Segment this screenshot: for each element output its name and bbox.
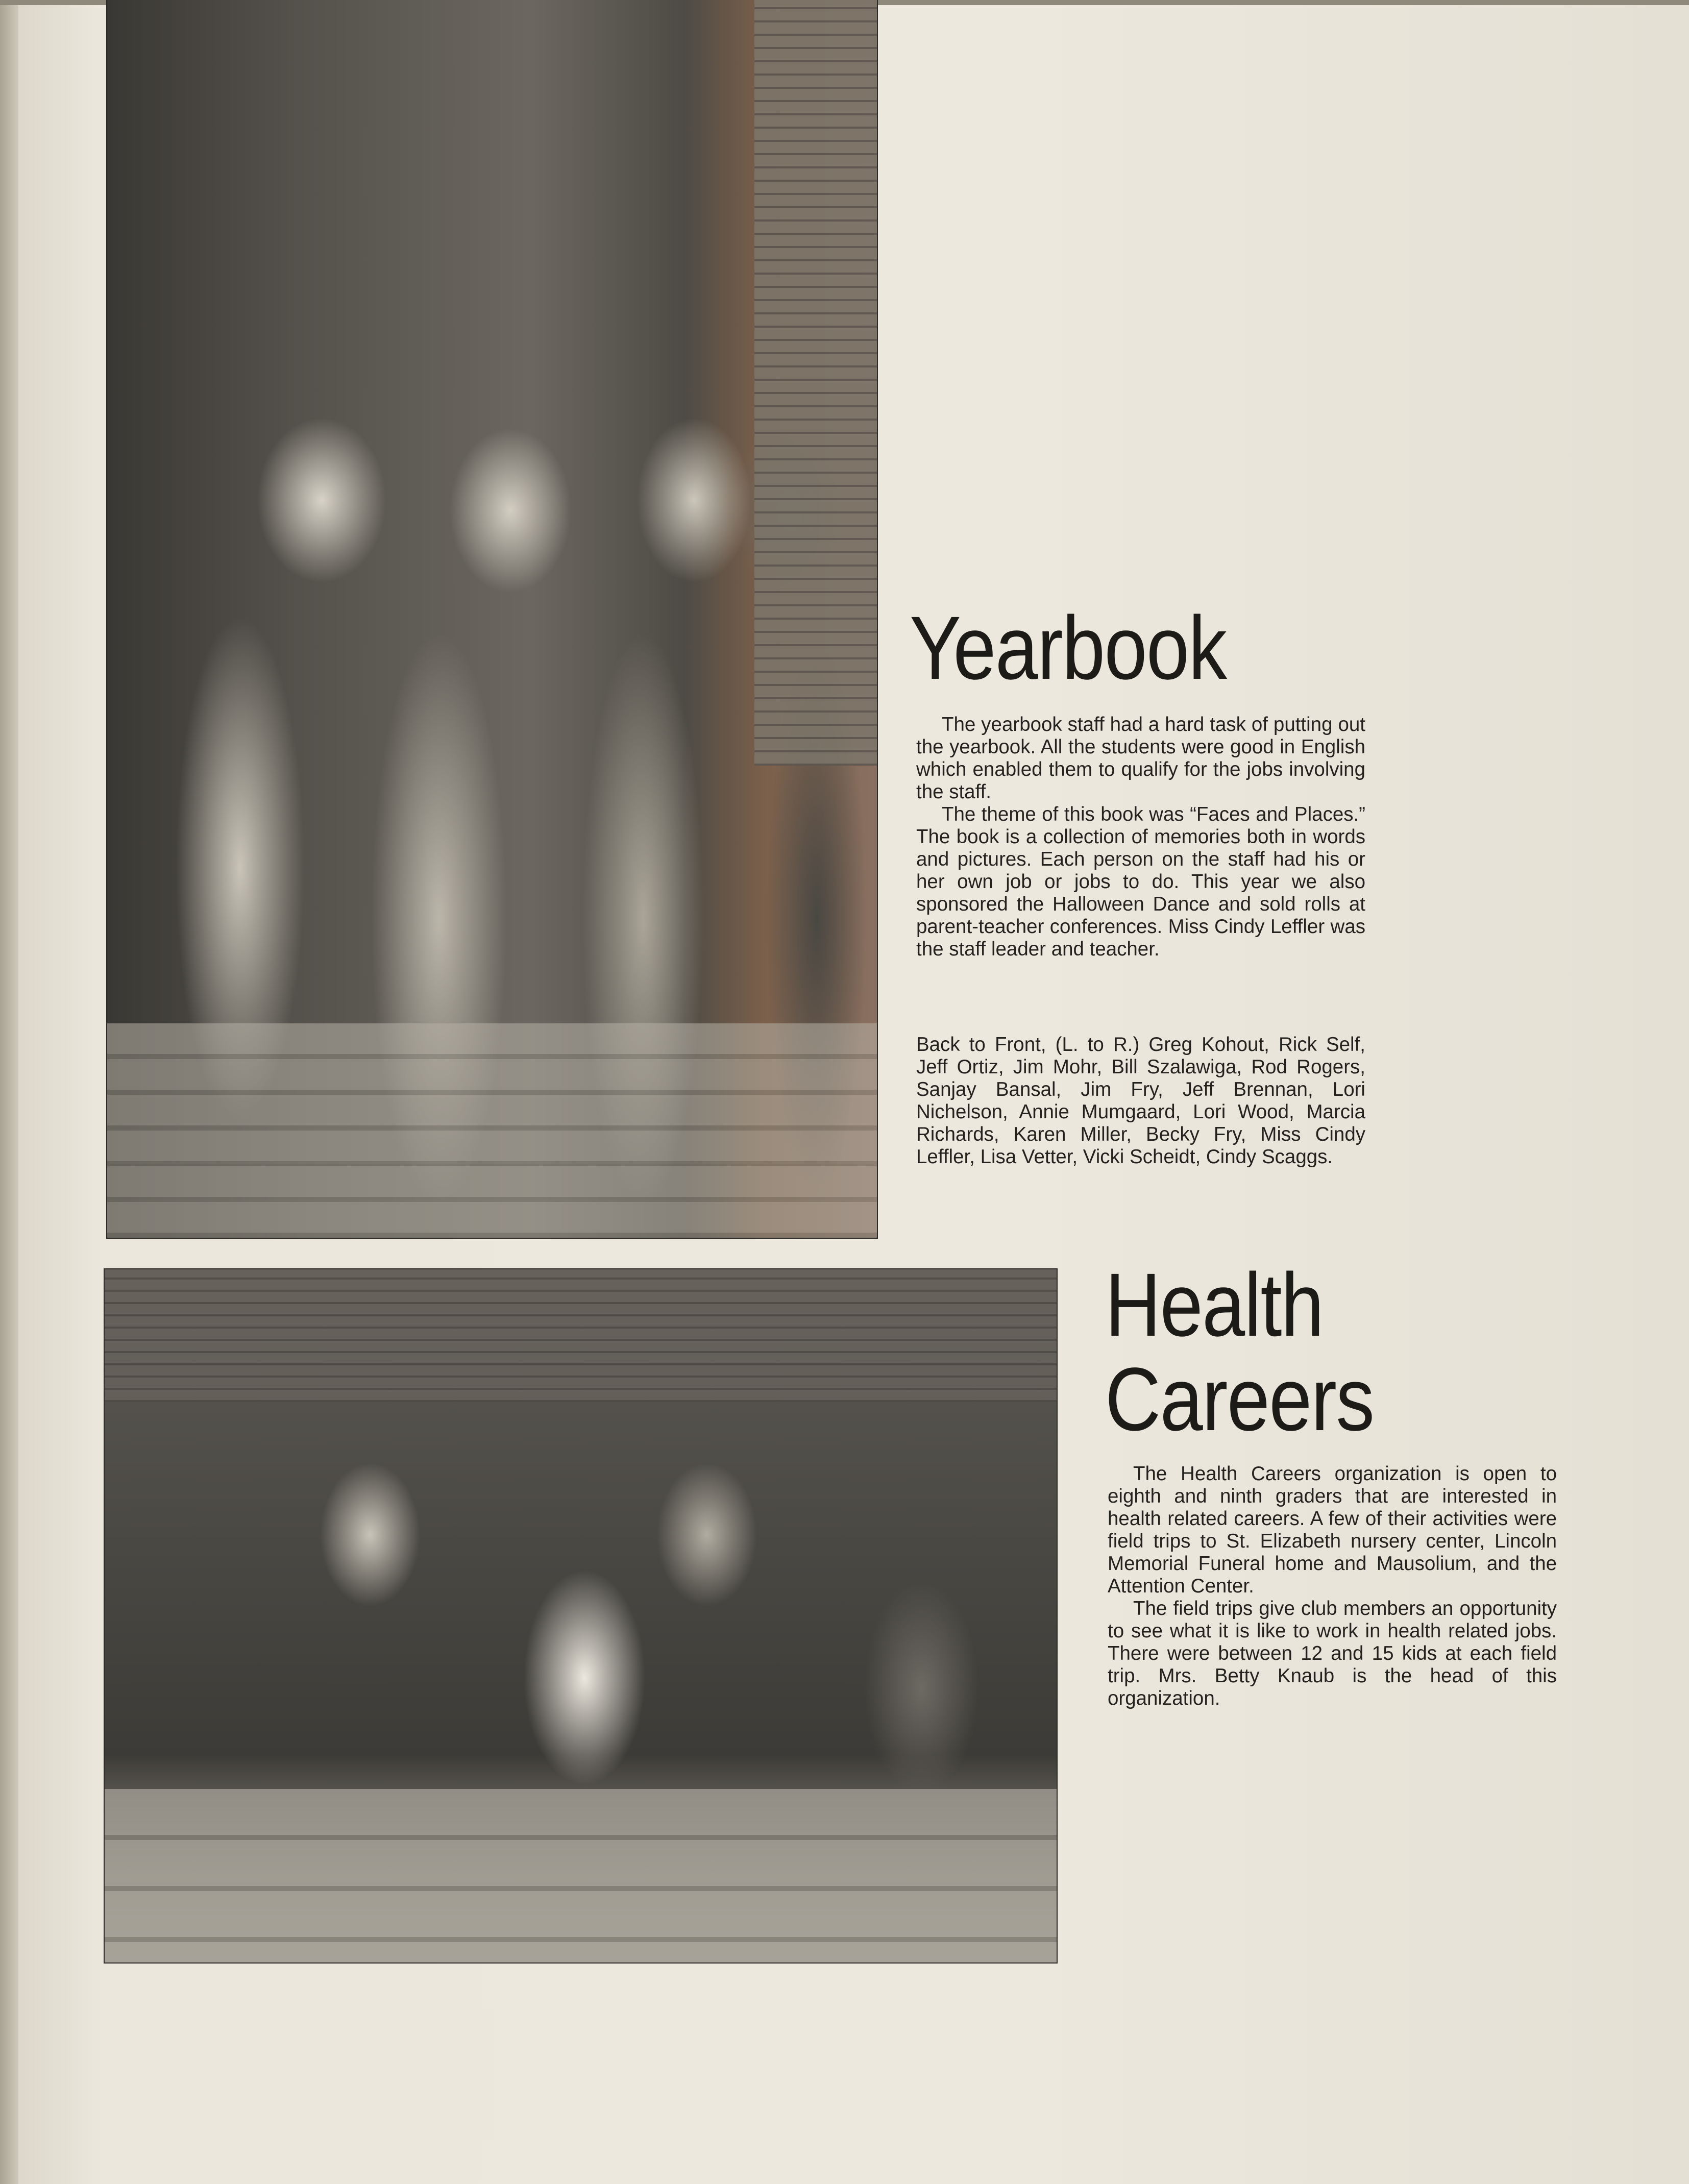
yearbook-paragraph-2: The theme of this book was “Faces and Places.” The book is a collection of memories both in words and pictures. Each person on the staff had his or her own job or jobs to do. This year we also sponsored the Halloween Dance and sold rolls at parent-teacher conferences. Miss Cindy Leffler was the staff leader and teacher. — [916, 803, 1365, 960]
yearbook-paragraph-1: The yearbook staff had a hard task of putting out the yearbook. All the students were good in English which enabled them to qualify for the jobs involving the staff. — [916, 714, 1365, 803]
yearbook-photo-caption: Back to Front, (L. to R.) Greg Kohout, Rick Self, Jeff Ortiz, Jim Mohr, Bill Szalawiga, Rod Rogers, Sanjay Bansal, Jim Fry, Jeff Brennan, Lori Nichelson, Annie Mumgaard, Lori Wood, Marcia Richards, Karen Miller, Becky Fry, Miss Cindy Leffler, Lisa Vetter, Vicki Scheidt, Cindy Scaggs. — [916, 1034, 1365, 1168]
photo-brick-wall — [754, 0, 877, 766]
photo-stairs — [107, 1023, 877, 1238]
health-careers-paragraph-1: The Health Careers organization is open to eighth and ninth graders that are interested in health related careers. A few of their activities were field trips to St. Elizabeth nursery center, Lincoln Memorial Funeral home and Mausolium, and the Attention Center. — [1108, 1463, 1557, 1597]
photo-steps — [105, 1789, 1057, 1962]
health-careers-heading — [1105, 1255, 1439, 1450]
health-careers-heading-line-2: Careers — [1105, 1349, 1374, 1450]
yearbook-staff-photo — [107, 0, 877, 1238]
photo-brick-wall — [105, 1269, 1057, 1402]
yearbook-heading: Yearbook — [910, 598, 1227, 698]
health-careers-heading-line-1: Health — [1105, 1255, 1324, 1355]
yearbook-article — [916, 714, 1365, 961]
page-spine-edge — [0, 0, 18, 2184]
health-careers-article — [1108, 1463, 1557, 1710]
health-careers-paragraph-2: The field trips give club members an opportunity to see what it is like to work in health related jobs. There were between 12 and 15 kids at each field trip. Mrs. Betty Knaub is the head of this organization. — [1108, 1598, 1557, 1709]
health-careers-photo — [105, 1269, 1057, 1962]
